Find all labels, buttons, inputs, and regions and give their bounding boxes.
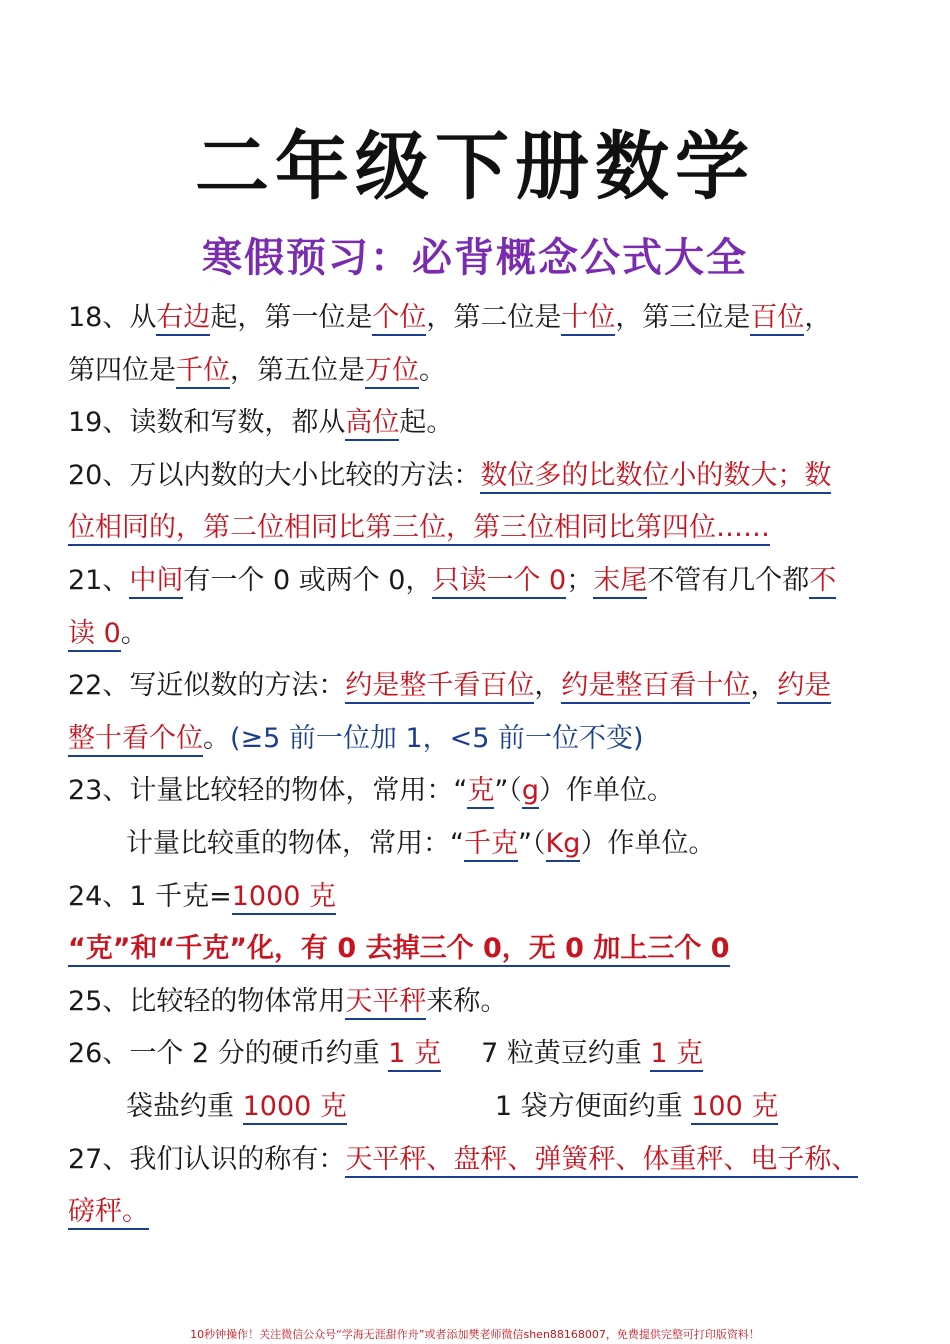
- list-item-27: 27、我们认识的称有：天平秤、盘秤、弹簧秤、体重秤、电子称、: [68, 1134, 888, 1187]
- answer: 约是整百看十位: [561, 670, 750, 704]
- list-item-21-cont: 读 0。: [68, 608, 888, 661]
- list-item-21: 21、中间有一个 0 或两个 0，只读一个 0；末尾不管有几个都不: [68, 555, 888, 608]
- answer: 右边: [156, 302, 210, 336]
- answer: g: [522, 775, 539, 809]
- answer: 整十看个位: [68, 723, 203, 757]
- list-item-18-cont: 第四位是千位，第五位是万位。: [68, 345, 888, 398]
- list-item-23-cont: 计量比较重的物体，常用：“千克”（Kg）作单位。: [68, 818, 888, 871]
- answer: 个位: [372, 302, 426, 336]
- answer: 天平秤、盘秤、弹簧秤、体重秤、电子称、: [345, 1144, 858, 1178]
- page-title: 二年级下册数学: [195, 124, 755, 210]
- list-item-19: 19、读数和写数，都从高位起。: [68, 397, 888, 450]
- answer: 只读一个 0: [432, 565, 566, 599]
- list-item-22: 22、写近似数的方法：约是整千看百位，约是整百看十位，约是: [68, 660, 888, 713]
- answer: 约是整千看百位: [345, 670, 534, 704]
- list-item-18: 18、从右边起，第一位是个位，第二位是十位，第三位是百位，: [68, 292, 888, 345]
- list-item-24: 24、1 千克=1000 克: [68, 871, 888, 924]
- answer: 十位: [561, 302, 615, 336]
- list-item-26-cont: 袋盐约重 1000 克 1 袋方便面约重 100 克: [68, 1081, 888, 1134]
- answer: 千克: [464, 828, 518, 862]
- answer: 克: [467, 775, 494, 809]
- list-item-20: 20、万以内数的大小比较的方法：数位多的比数位小的数大；数: [68, 450, 888, 503]
- concept-list: [68, 292, 888, 1239]
- answer: 1000 克: [232, 881, 336, 915]
- list-item-25: 25、比较轻的物体常用天平秤来称。: [68, 976, 888, 1029]
- answer: 中间: [129, 565, 183, 599]
- answer: 数位多的比数位小的数大；数: [480, 460, 831, 494]
- rounding-note: (≥5 前一位加 1，<5 前一位不变): [230, 722, 644, 754]
- answer: 不: [809, 565, 836, 599]
- list-item-26: 26、一个 2 分的硬币约重 1 克 7 粒黄豆约重 1 克: [68, 1028, 888, 1081]
- answer: 1 克: [650, 1038, 703, 1072]
- list-item-27-cont: [68, 1186, 888, 1239]
- answer: 万位: [365, 355, 419, 389]
- answer: 末尾: [593, 565, 647, 599]
- answer: Kg: [546, 828, 581, 862]
- list-item-23: 23、计量比较轻的物体，常用：“克”（g）作单位。: [68, 765, 888, 818]
- answer: 高位: [345, 407, 399, 441]
- answer: 1000 克: [243, 1091, 347, 1125]
- list-item-24-cont: [68, 923, 888, 976]
- answer: 千位: [176, 355, 230, 389]
- answer: 1 克: [388, 1038, 441, 1072]
- answer: 位相同的，第二位相同比第三位，第三位相同比第四位……: [68, 512, 770, 546]
- answer: 约是: [777, 670, 831, 704]
- answer: “克”和“千克”化，有 0 去掉三个 0，无 0 加上三个 0: [68, 933, 730, 967]
- list-item-20-cont: [68, 502, 888, 555]
- list-item-22-cont: 整十看个位。(≥5 前一位加 1，<5 前一位不变): [68, 713, 888, 766]
- answer: 读 0: [68, 618, 121, 652]
- footer-note: 10秒钟操作！关注微信公众号“学海无涯甜作舟”或者添加樊老师微信shen88168007，免费提供完整可打印版资料！: [190, 1328, 760, 1341]
- answer: 100 克: [691, 1091, 778, 1125]
- answer: 磅秤。: [68, 1196, 149, 1230]
- answer: 百位: [750, 302, 804, 336]
- answer: 天平秤: [345, 986, 426, 1020]
- page-subtitle: 寒假预习：必背概念公式大全: [202, 235, 748, 281]
